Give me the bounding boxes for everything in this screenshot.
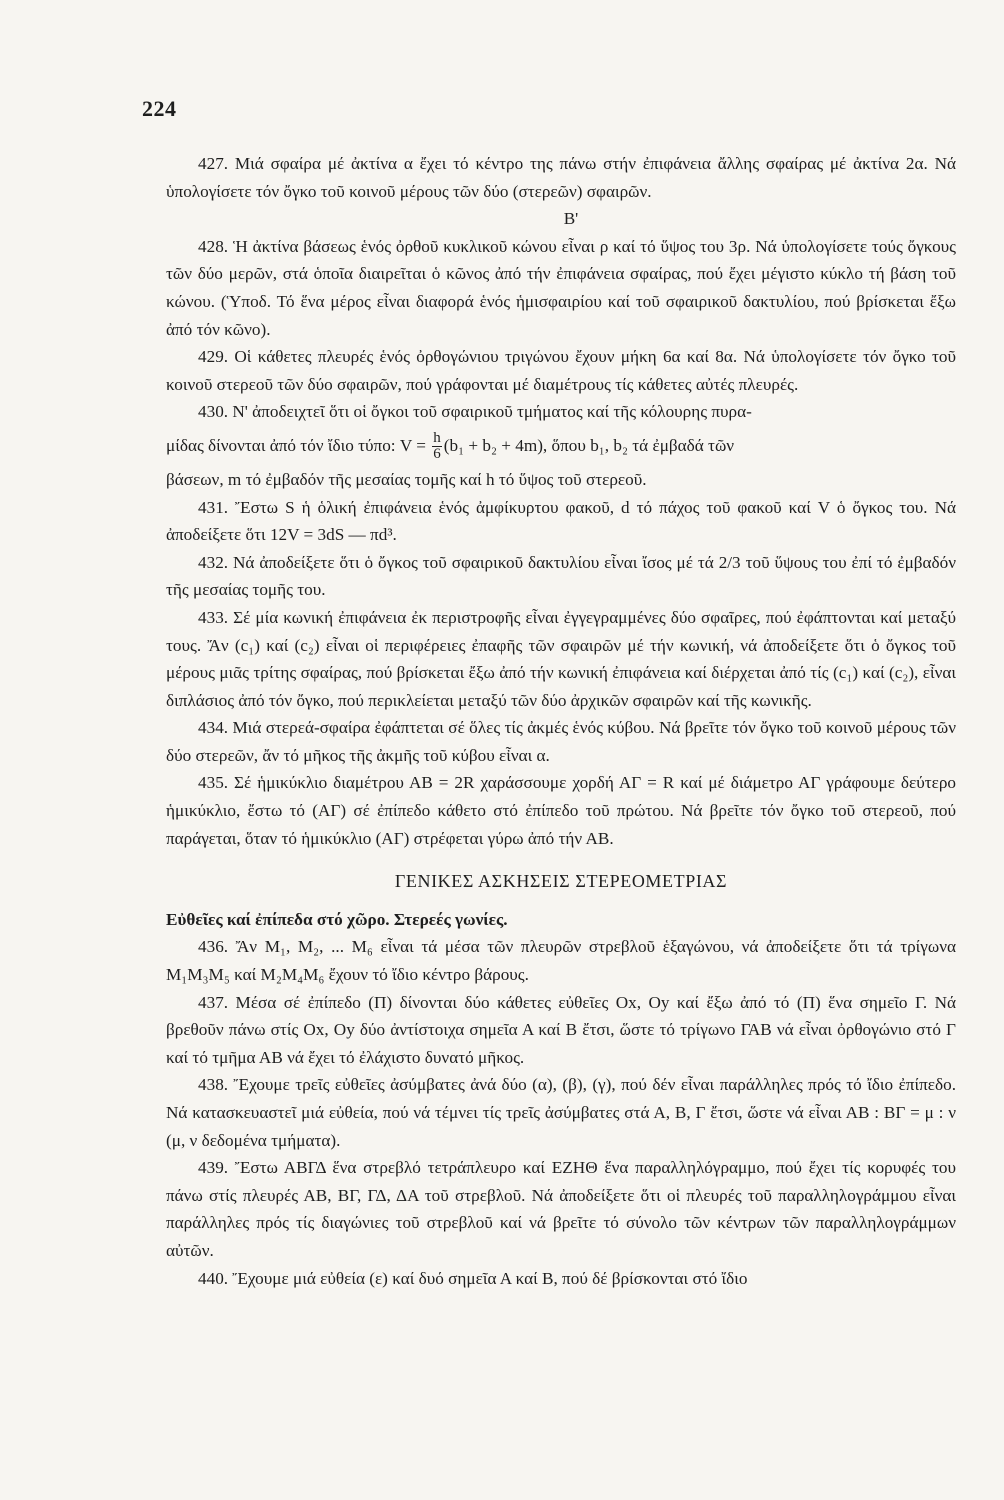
- problem-432: 432. Νά ἀποδείξετε ὅτι ὁ ὄγκος τοῦ σφαιρικοῦ δακτυλίου εἶναι ἴσος μέ τά 2/3 τοῦ ὕψους του ἐπί τό ἐμβαδόν τῆς μεσαίας τομῆς του.: [166, 552, 956, 600]
- page-content: [166, 150, 956, 1292]
- problem-434: 434. Μιά στερεά-σφαίρα ἐφάπτεται σέ ὅλες τίς ἀκμές ἑνός κύβου. Νά βρεῖτε τόν ὄγκο τοῦ κοινοῦ μέρους τῶν δύο στερεῶν, ἄν τό μῆκος τῆς ἀκμῆς τοῦ κύβου εἶναι α.: [166, 718, 956, 765]
- section-title: ΓΕΝΙΚΕΣ ΑΣΚΗΣΕΙΣ ΣΤΕΡΕΟΜΕΤΡΙΑΣ: [394, 871, 728, 892]
- problem-427: 427. Μιά σφαίρα μέ ἀκτίνα α ἔχει τό κέντρο της πάνω στήν ἐπιφάνεια ἄλλης σφαίρας μέ ἀκτίνα 2α. Νά ὑπολογίσετε τόν ὄγκο τοῦ κοινοῦ μέρους τῶν δύο (στερεῶν) σφαιρῶν.: [166, 154, 956, 201]
- problem-431: 431. Ἔστω S ἡ ὁλική ἐπιφάνεια ἑνός ἀμφίκυρτου φακοῦ, d τό πάχος τοῦ φακοῦ καί V ὁ ὄγκος του. Νά ἀποδείξετε ὅτι 12V = 3dS — πd³.: [166, 497, 956, 545]
- problem-437: 437. Μέσα σέ ἐπίπεδο (Π) δίνονται δύο κάθετες εὐθεῖες Ox, Oy καί ἔξω ἀπό τό (Π) ἕνα σημεῖο Γ. Νά βρεθοῦν πάνω στίς Ox, Oy δύο ἀντίστοιχα σημεῖα Α καί Β ἔτσι, ὥστε τό τρίγωνο ΓΑΒ νά εἶναι ὀρθογώνιο στό Γ καί τό τμῆμα ΑΒ νά ἔχει τό ἐλάχιστο δυνατό μῆκος.: [166, 992, 956, 1067]
- fraction-denominator: 6: [433, 446, 441, 463]
- problem-438: 438. Ἔχουμε τρεῖς εὐθεῖες ἀσύμβατες ἀνά δύο (α), (β), (γ), πού δέν εἶναι παράλληλες πρός τό ἴδιο ἐπίπεδο. Νά κατασκευαστεῖ μιά εὐθεία, πού νά τέμνει τίς τρεῖς ἀσύμβατες στά Α, Β, Γ ἔτσι, ὥστε νά εἶναι ΑΒ : ΒΓ = μ : ν (μ, ν δεδομένα τμήματα).: [166, 1075, 956, 1150]
- problem-440: 440. Ἔχουμε μιά εὐθεία (ε) καί δυό σημεῖα Α καί Β, πού δέ βρίσκονται στό ἴδιο: [198, 1268, 748, 1288]
- problem-439: 439. Ἔστω ΑΒΓΔ ἕνα στρεβλό τετράπλευρο καί ΕΖΗΘ ἕνα παραλληλόγραμμο, πού ἔχει τίς κορυφές του πάνω στίς πλευρές ΑΒ, ΒΓ, ΓΔ, ΔΑ τοῦ στρεβλοῦ. Νά ἀποδείξετε ὅτι οἱ πλευρές τοῦ παραλληλογράμμου εἶναι παράλληλες πρός τίς διαγώνιες τοῦ στρεβλοῦ καί νά βρεῖτε τό σύνολο τῶν κέντρων τῶν παραλληλογράμμων αὐτῶν.: [166, 1158, 956, 1260]
- problem-430-end: βάσεων, m τό ἐμβαδόν τῆς μεσαίας τομῆς καί h τό ὕψος τοῦ στερεοῦ.: [166, 469, 647, 489]
- subsection-title: Εὐθεῖες καί ἐπίπεδα στό χῶρο. Στερεές γωνίες.: [166, 909, 508, 929]
- problem-430-line2-rest: (b₁ + b₂ + 4m), ὅπου b₁, b₂ τά ἐμβαδά τῶν: [443, 435, 735, 455]
- problem-428: 428. Ἡ ἀκτίνα βάσεως ἑνός ὀρθοῦ κυκλικοῦ κώνου εἶναι ρ καί τό ὕψος του 3ρ. Νά ὑπολογίσετε τούς ὄγκους τῶν δύο μερῶν, στά ὁποῖα διαιρεῖται ὁ κῶνος ἀπό τήν ἐπιφάνεια σφαίρας, πού ἔχει μέγιστο κύκλο τή βάση τοῦ κώνου. (Ὑποδ. Τό ἕνα μέρος εἶναι διαφορά ἑνός ἡμισφαιρίου καί τοῦ σφαιρικοῦ δακτυλίου, πού βρίσκεται ἔξω ἀπό τόν κῶνο).: [166, 236, 956, 339]
- problem-433: 433. Σέ μία κωνική ἐπιφάνεια ἐκ περιστροφῆς εἶναι ἐγγεγραμμένες δύο σφαῖρες, πού ἐφάπτονται καί μεταξύ τους. Ἄν (c₁) καί (c₂) εἶναι οἱ περιφέρειες ἐπαφῆς τῶν σφαιρῶν μέ τήν κωνική, νά ἀποδείξετε ὅτι ὁ ὄγκος τοῦ μέρους μιᾶς τρίτης σφαίρας, πού βρίσκεται ἔξω ἀπό τήν κωνική ἐπιφάνεια καί διέρχεται ἀπό τίς (c₁) καί (c₂), εἶναι διπλάσιος ἀπό τόν ὄγκο, πού περικλείεται μεταξύ τῶν δύο ἀρχικῶν σφαιρῶν καί τῆς κωνικῆς.: [166, 607, 956, 710]
- formula-fraction: [432, 431, 442, 462]
- problem-430-formula: [166, 426, 956, 466]
- problem-430-line2: μίδας δίνονται ἀπό τόν ἴδιο τύπο: V =: [166, 435, 426, 455]
- problem-436: 436. Ἄν M₁, M₂, ... M₆ εἶναι τά μέσα τῶν πλευρῶν στρεβλοῦ ἑξαγώνου, νά ἀποδείξετε ὅτι τά τρίγωνα M₁M₃M₅ καί M₂M₄M₆ ἔχουν τό ἴδιο κέντρο βάρους.: [166, 937, 956, 985]
- problem-435: 435. Σέ ἡμικύκλιο διαμέτρου ΑΒ = 2R χαράσσουμε χορδή ΑΓ = R καί μέ διάμετρο ΑΓ γράφουμε δεύτερο ἡμικύκλιο, ἔστω τό (ΑΓ) σέ ἐπίπεδο κάθετο στό ἐπίπεδο τοῦ πρώτου. Νά βρεῖτε τόν ὄγκο τοῦ στερεοῦ, πού παράγεται, ὅταν τό ἡμικύκλιο (ΑΓ) στρέφεται γύρω ἀπό τήν ΑΒ.: [166, 773, 956, 848]
- problem-429: 429. Οἱ κάθετες πλευρές ἑνός ὀρθογώνιου τριγώνου ἔχουν μήκη 6α καί 8α. Νά ὑπολογίσετε τόν ὄγκο τοῦ κοινοῦ στερεοῦ τῶν δύο σφαιρῶν, πού γράφονται μέ διαμέτρους τίς κάθετες αὐτές πλευρές.: [166, 347, 956, 394]
- section-letter: Β': [563, 209, 579, 229]
- problem-430: [166, 398, 956, 426]
- page-number: 224: [142, 96, 177, 121]
- fraction-numerator: h: [433, 430, 441, 447]
- problem-430-line1: 430. Ν' ἀποδειχτεῖ ὅτι οἱ ὄγκοι τοῦ σφαιρικοῦ τμήματος καί τῆς κόλουρης πυρα-: [198, 402, 752, 422]
